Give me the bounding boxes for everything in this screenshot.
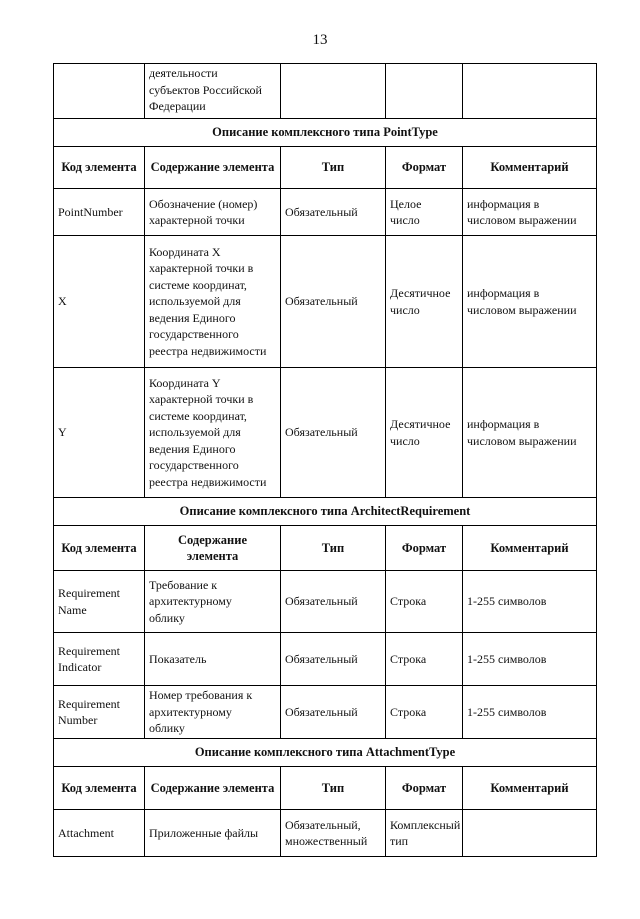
- column-header-format: Формат: [386, 147, 463, 189]
- element-code-cell: Y: [54, 368, 145, 498]
- element-comment-cell: информация в числовом выражении: [463, 236, 597, 368]
- element-type-cell: Обязательный: [281, 571, 386, 633]
- element-comment-cell: [463, 810, 597, 857]
- element-type-cell: Обязательный: [281, 236, 386, 368]
- point-type-header-row: [54, 147, 597, 189]
- architect-requirement-row: [54, 571, 597, 633]
- architect-requirement-row: [54, 686, 597, 739]
- element-content-cell: Координата Y характерной точки в системе координат, используемой для ведения Единого государственного реестра недвижимости: [145, 368, 281, 498]
- element-code-cell: Requirement Indicator: [54, 633, 145, 686]
- specification-table: [53, 63, 597, 857]
- column-header-comment: Комментарий: [463, 526, 597, 571]
- architect-requirement-title-row: [54, 498, 597, 526]
- element-content-cell: деятельности субъектов Российской Федерации: [145, 64, 281, 119]
- element-comment-cell: 1-255 символов: [463, 571, 597, 633]
- attachment-type-header-row: [54, 767, 597, 810]
- element-type-cell: [281, 64, 386, 119]
- element-content-cell: Показатель: [145, 633, 281, 686]
- architect-requirement-header-row: [54, 526, 597, 571]
- column-header-format: Формат: [386, 767, 463, 810]
- element-content-cell: Требование к архитектурному облику: [145, 571, 281, 633]
- element-comment-cell: информация в числовом выражении: [463, 368, 597, 498]
- element-content-cell: Приложенные файлы: [145, 810, 281, 857]
- element-format-cell: Целое число: [386, 189, 463, 236]
- architect-requirement-row: [54, 633, 597, 686]
- column-header-type: Тип: [281, 147, 386, 189]
- column-header-comment: Комментарий: [463, 147, 597, 189]
- column-header-type: Тип: [281, 526, 386, 571]
- element-type-cell: Обязательный: [281, 633, 386, 686]
- column-header-format: Формат: [386, 526, 463, 571]
- element-comment-cell: [463, 64, 597, 119]
- point-type-row: [54, 236, 597, 368]
- element-code-cell: Requirement Name: [54, 571, 145, 633]
- element-comment-cell: 1-255 символов: [463, 686, 597, 739]
- column-header-type: Тип: [281, 767, 386, 810]
- element-format-cell: Строка: [386, 571, 463, 633]
- element-content-cell: Номер требования к архитектурному облику: [145, 686, 281, 739]
- element-format-cell: Строка: [386, 633, 463, 686]
- element-format-cell: Десятичное число: [386, 236, 463, 368]
- element-comment-cell: 1-255 символов: [463, 633, 597, 686]
- element-format-cell: Строка: [386, 686, 463, 739]
- attachment-type-title: Описание комплексного типа AttachmentType: [54, 739, 597, 767]
- element-code-cell: X: [54, 236, 145, 368]
- column-header-content: Содержание элемента: [145, 526, 281, 571]
- point-type-row: [54, 189, 597, 236]
- column-header-content: Содержание элемента: [145, 767, 281, 810]
- attachment-type-title-row: [54, 739, 597, 767]
- point-type-title-row: [54, 119, 597, 147]
- point-type-title: Описание комплексного типа PointType: [54, 119, 597, 147]
- column-header-comment: Комментарий: [463, 767, 597, 810]
- element-type-cell: Обязательный, множественный: [281, 810, 386, 857]
- element-code-cell: Requirement Number: [54, 686, 145, 739]
- page-number: 13: [312, 32, 328, 48]
- column-header-code: Код элемента: [54, 147, 145, 189]
- attachment-type-row: [54, 810, 597, 857]
- element-code-cell: Attachment: [54, 810, 145, 857]
- element-format-cell: Десятичное число: [386, 368, 463, 498]
- element-type-cell: Обязательный: [281, 368, 386, 498]
- element-content-cell: Обозначение (номер) характерной точки: [145, 189, 281, 236]
- element-type-cell: Обязательный: [281, 686, 386, 739]
- column-header-content: Содержание элемента: [145, 147, 281, 189]
- column-header-code: Код элемента: [54, 526, 145, 571]
- element-comment-cell: информация в числовом выражении: [463, 189, 597, 236]
- element-code-cell: [54, 64, 145, 119]
- element-format-cell: [386, 64, 463, 119]
- element-code-cell: PointNumber: [54, 189, 145, 236]
- point-type-row: [54, 368, 597, 498]
- column-header-code: Код элемента: [54, 767, 145, 810]
- element-type-cell: Обязательный: [281, 189, 386, 236]
- continuation-row: [54, 64, 597, 119]
- architect-requirement-title: Описание комплексного типа ArchitectRequirement: [54, 498, 597, 526]
- element-format-cell: Комплексный тип: [386, 810, 463, 857]
- element-content-cell: Координата X характерной точки в системе координат, используемой для ведения Единого государственного реестра недвижимости: [145, 236, 281, 368]
